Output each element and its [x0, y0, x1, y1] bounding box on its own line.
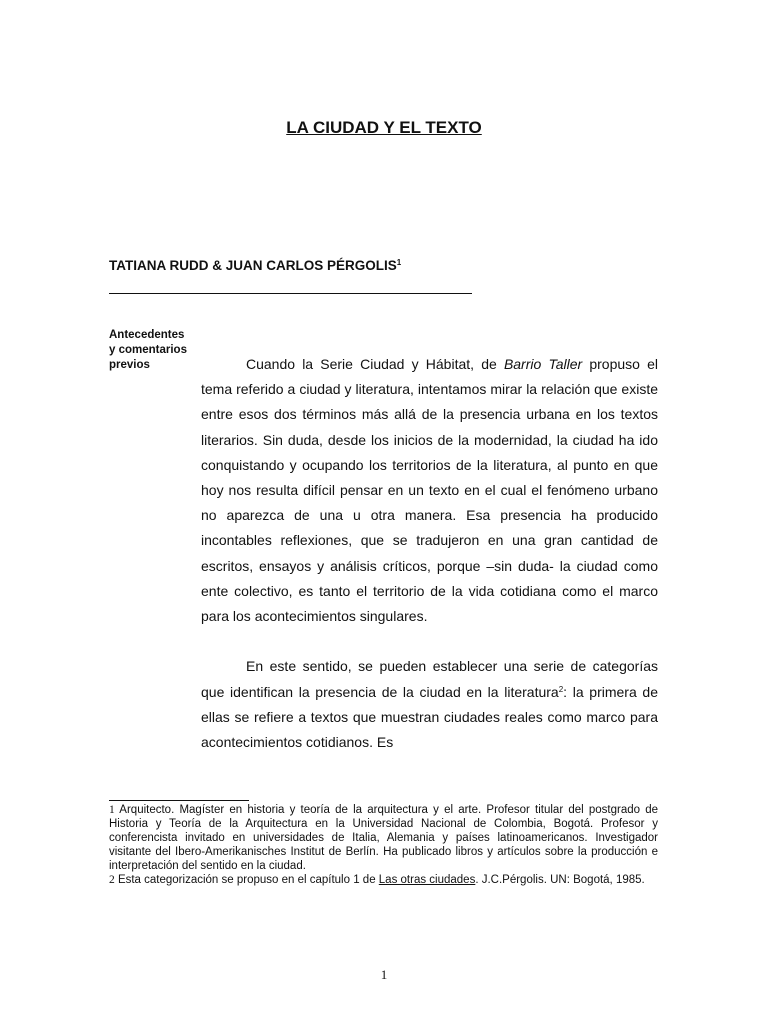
publication-name: Barrio Taller — [503, 356, 583, 372]
authors-line — [109, 258, 401, 273]
footnote-1 — [109, 803, 658, 873]
footnote-text: . J.C.Pérgolis. UN: Bogotá, 1985. — [475, 874, 645, 886]
paragraph-2-text: En este sentido, se pueden establecer una serie de categorías que identifican la presencia de la ciudad en la literatura — [201, 658, 658, 700]
footnote-text: Esta categorización se propuso en el capítulo 1 de — [114, 874, 379, 886]
page-number: 1 — [380, 967, 388, 982]
body-text — [201, 352, 658, 755]
footnote-number: 2 — [109, 874, 115, 886]
footnote-text: Arquitecto. Magíster en historia y teoría de la arquitectura y el arte. Profesor titular del postgrado de Historia y Teoría de la Arquitectura en la Universidad Nacional de Colombia, Bogotá. Profesor y conferencista invitado en universidades de Italia, Alemania y países latinoamericanos. Investigador visitante del Ibero-Amerikanisches Institut de Berlín. Ha publicado libros y artículos sobre la producción e interpretación del sentido en la ciudad. — [109, 804, 658, 872]
footnote-number: 1 — [109, 804, 115, 816]
footnotes — [109, 803, 658, 887]
paragraph-1-text: Cuando la Serie Ciudad y Hábitat, de — [246, 356, 504, 372]
authors-names: TATIANA RUDD & JUAN CARLOS PÉRGOLIS — [109, 258, 397, 273]
margin-note-line: previos — [109, 359, 150, 371]
authors-footnote-marker[interactable]: 1 — [396, 258, 402, 267]
footnote-separator — [109, 800, 249, 801]
margin-note-line: y comentarios — [109, 344, 187, 356]
margin-note — [109, 328, 187, 373]
paragraph-1 — [201, 352, 658, 629]
cited-book-title: Las otras ciudades — [378, 874, 476, 886]
footnote-marker-2[interactable]: 2 — [558, 684, 564, 694]
footnote-2 — [109, 873, 658, 887]
authors-underline-rule — [109, 293, 472, 294]
margin-note-line: Antecedentes — [109, 329, 185, 341]
paragraph-2 — [201, 654, 658, 755]
paragraph-2-text: : la primera de ellas se refiere a textos que muestran ciudades reales como marco para acontecimientos cotidianos. Es — [201, 683, 659, 751]
document-title: LA CIUDAD Y EL TEXTO — [286, 118, 482, 137]
paragraph-1-text: propuso el tema referido a ciudad y literatura, intentamos mirar la relación que existe entre esos dos términos más allá de la presencia urbana en los textos literarios. Sin duda, desde los inicios de la modernidad, la ciudad ha ido conquistando y ocupando los territorios de la literatura, al punto en que hoy nos resulta difícil pensar en un texto en el cual el fenómeno urbano no aparezca de una u otra manera. Esa presencia ha producido incontables reflexiones, que se tradujeron en una gran cantidad de escritos, ensayos y análisis críticos, porque –sin duda- la ciudad como ente colectivo, es tanto el territorio de la vida cotidiana como el marco para los acontecimientos singulares. — [201, 356, 658, 625]
